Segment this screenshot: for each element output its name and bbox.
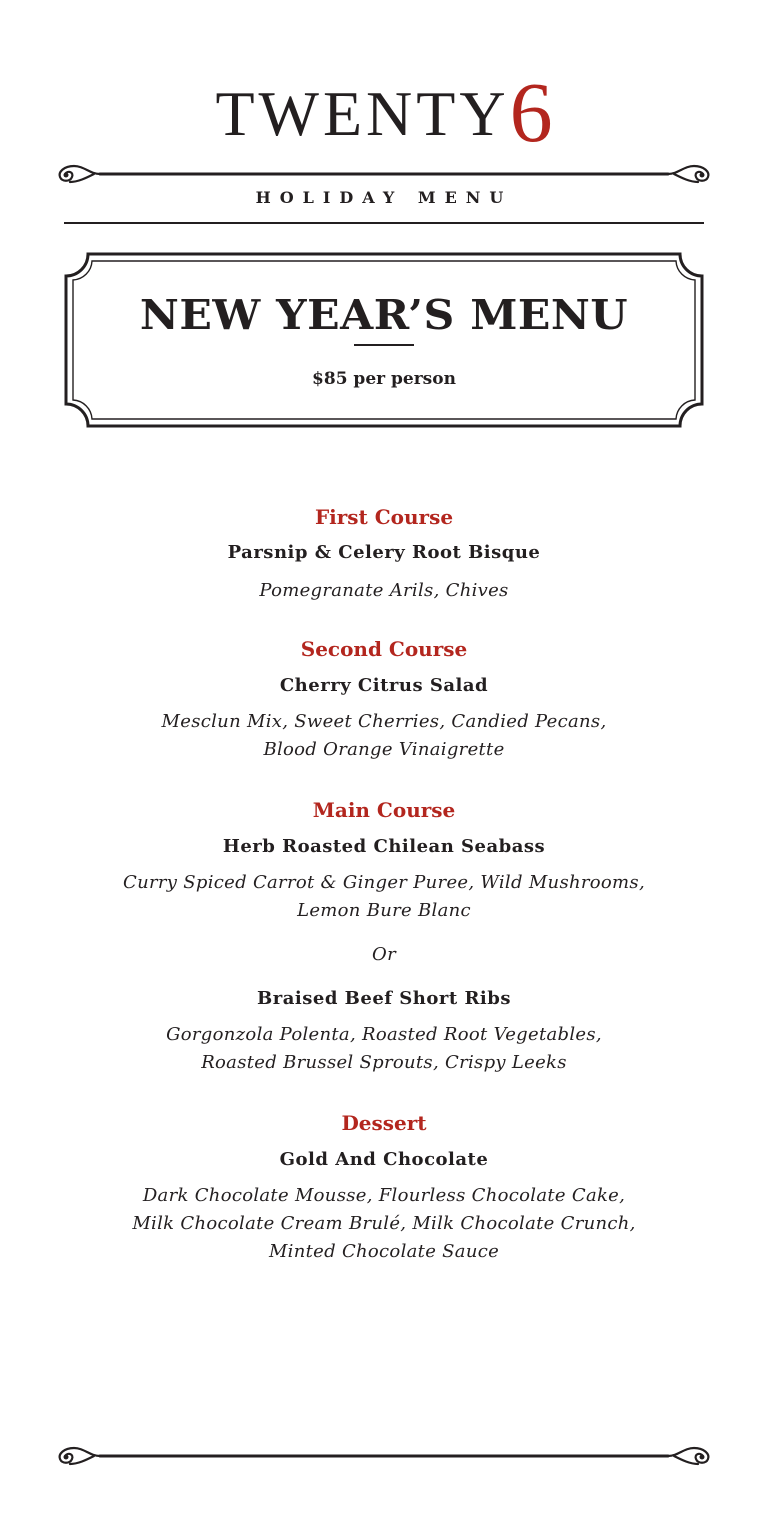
course-heading-main: Main Course [312,798,456,822]
dish-name-second: Cherry Citrus Salad [279,675,489,696]
description-line: Roasted Brussel Sprouts, Crispy Leeks [201,1052,567,1073]
dish-name-main: Herb Roasted Chilean Seabass [222,836,546,857]
description-line: Milk Chocolate Cream Brulé, Milk Chocolate Crunch, [132,1213,636,1234]
title-divider [354,344,414,346]
description-line: Blood Orange Vinaigrette [263,739,505,760]
dish-name-first: Parsnip & Celery Root Bisque [227,542,541,563]
menu-price: $85 per person [312,369,456,389]
dish-name-dessert: Gold And Chocolate [279,1149,489,1170]
menu-title: NEW YEAR’S MENU [139,291,629,339]
logo-word: TWENTY [215,78,510,149]
course-heading-first: First Course [314,505,454,529]
subtitle-rule [64,222,704,224]
or-separator: Or [372,944,396,965]
dish-description-main [0,869,768,925]
dish-description-second [0,708,768,764]
bottom-ornament-divider [54,1442,714,1470]
title-frame [64,252,704,428]
dish-name-main-alt: Braised Beef Short Ribs [257,988,511,1009]
dish-description-first [0,577,768,605]
description-line: Lemon Bure Blanc [297,900,471,921]
top-ornament-divider [54,160,714,188]
dish-description-dessert [0,1182,768,1266]
logo-number: 6 [509,64,553,160]
description-line: Minted Chocolate Sauce [268,1241,500,1262]
menu-subtitle: HOLIDAY MENU [255,188,513,207]
description-line: Pomegranate Arils, Chives [259,580,509,601]
description-line: Mesclun Mix, Sweet Cherries, Candied Pecans, [161,711,607,732]
description-line: Gorgonzola Polenta, Roasted Root Vegetables, [166,1024,602,1045]
description-line: Curry Spiced Carrot & Ginger Puree, Wild Mushrooms, [123,872,645,893]
course-heading-dessert: Dessert [341,1111,427,1135]
description-line: Dark Chocolate Mousse, Flourless Chocolate Cake, [142,1185,626,1206]
dish-description-main-alt [0,1021,768,1077]
restaurant-logo [0,64,768,160]
course-heading-second: Second Course [300,637,468,661]
